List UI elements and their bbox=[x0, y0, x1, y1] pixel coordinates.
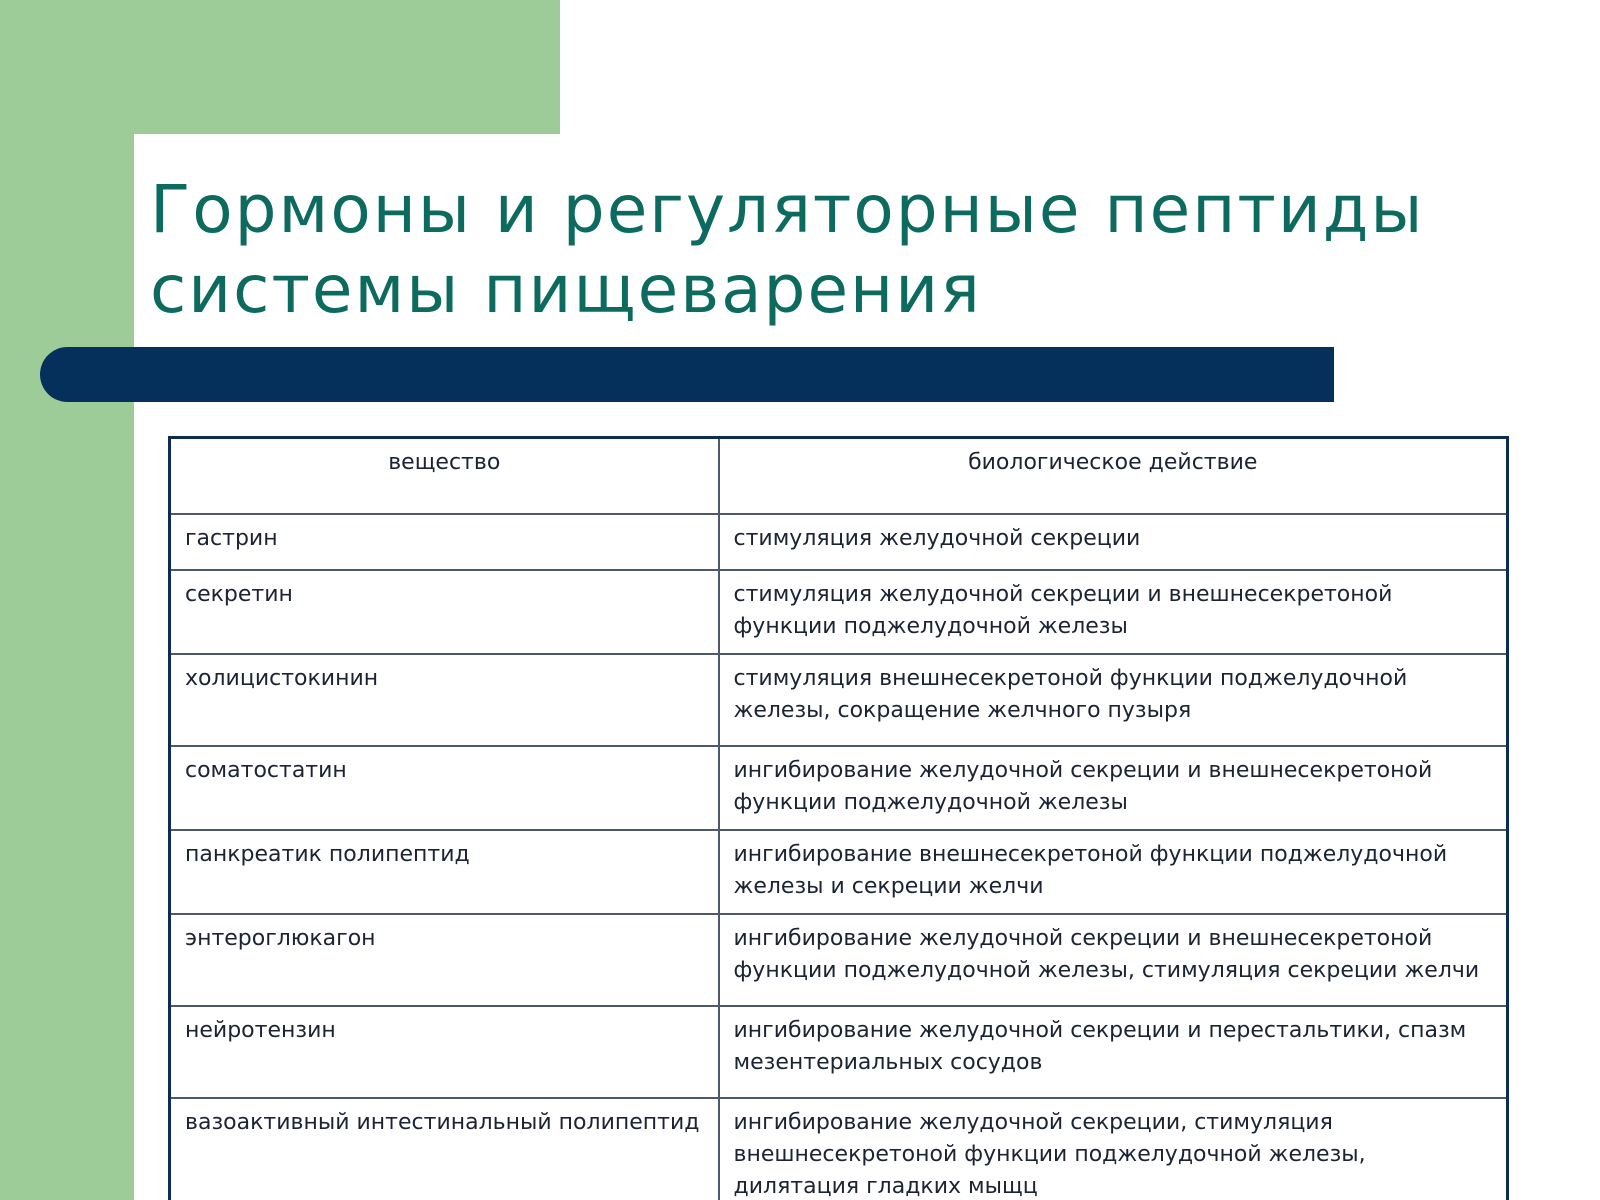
slide-title-line-1: Гормоны и регуляторные пептиды bbox=[150, 171, 1425, 248]
action-cell: ингибирование желудочной секреции и перестальтики, спазм мезентериальных сосудов bbox=[719, 1006, 1508, 1098]
slide-title bbox=[150, 170, 1550, 330]
substance-cell: энтероглюкагон bbox=[170, 914, 719, 1006]
substance-cell: панкреатик полипептид bbox=[170, 830, 719, 914]
table-row bbox=[170, 654, 1508, 746]
table-row bbox=[170, 570, 1508, 654]
action-cell: ингибирование желудочной секреции и внешнесекретоной функции поджелудочной железы, стимуляция секреции желчи bbox=[719, 914, 1508, 1006]
title-underline-bar bbox=[40, 347, 1334, 402]
action-cell: стимуляция желудочной секреции bbox=[719, 514, 1508, 570]
header-action: биологическое действие bbox=[719, 438, 1508, 515]
table-row bbox=[170, 914, 1508, 1006]
table-row bbox=[170, 1098, 1508, 1200]
slide-title-line-2: системы пищеварения bbox=[150, 251, 982, 328]
table-row bbox=[170, 514, 1508, 570]
substance-cell: соматостатин bbox=[170, 746, 719, 830]
table-row bbox=[170, 1006, 1508, 1098]
action-cell: ингибирование желудочной секреции, стимуляция внешнесекретоной функции поджелудочной железы, дилятация гладких мыщц bbox=[719, 1098, 1508, 1200]
substance-cell: гастрин bbox=[170, 514, 719, 570]
substance-cell: холицистокинин bbox=[170, 654, 719, 746]
substance-cell: секретин bbox=[170, 570, 719, 654]
table-header-row bbox=[170, 438, 1508, 515]
action-cell: стимуляция внешнесекретоной функции поджелудочной железы, сокращение желчного пузыря bbox=[719, 654, 1508, 746]
table-row bbox=[170, 746, 1508, 830]
action-cell: ингибирование внешнесекретоной функции поджелудочной железы и секреции желчи bbox=[719, 830, 1508, 914]
action-cell: стимуляция желудочной секреции и внешнесекретоной функции поджелудочной железы bbox=[719, 570, 1508, 654]
hormones-table bbox=[168, 436, 1509, 1200]
table-row bbox=[170, 830, 1508, 914]
substance-cell: вазоактивный интестинальный полипептид bbox=[170, 1098, 719, 1200]
green-side-strip bbox=[0, 0, 134, 1200]
header-substance: вещество bbox=[170, 438, 719, 515]
action-cell: ингибирование желудочной секреции и внешнесекретоной функции поджелудочной железы bbox=[719, 746, 1508, 830]
substance-cell: нейротензин bbox=[170, 1006, 719, 1098]
